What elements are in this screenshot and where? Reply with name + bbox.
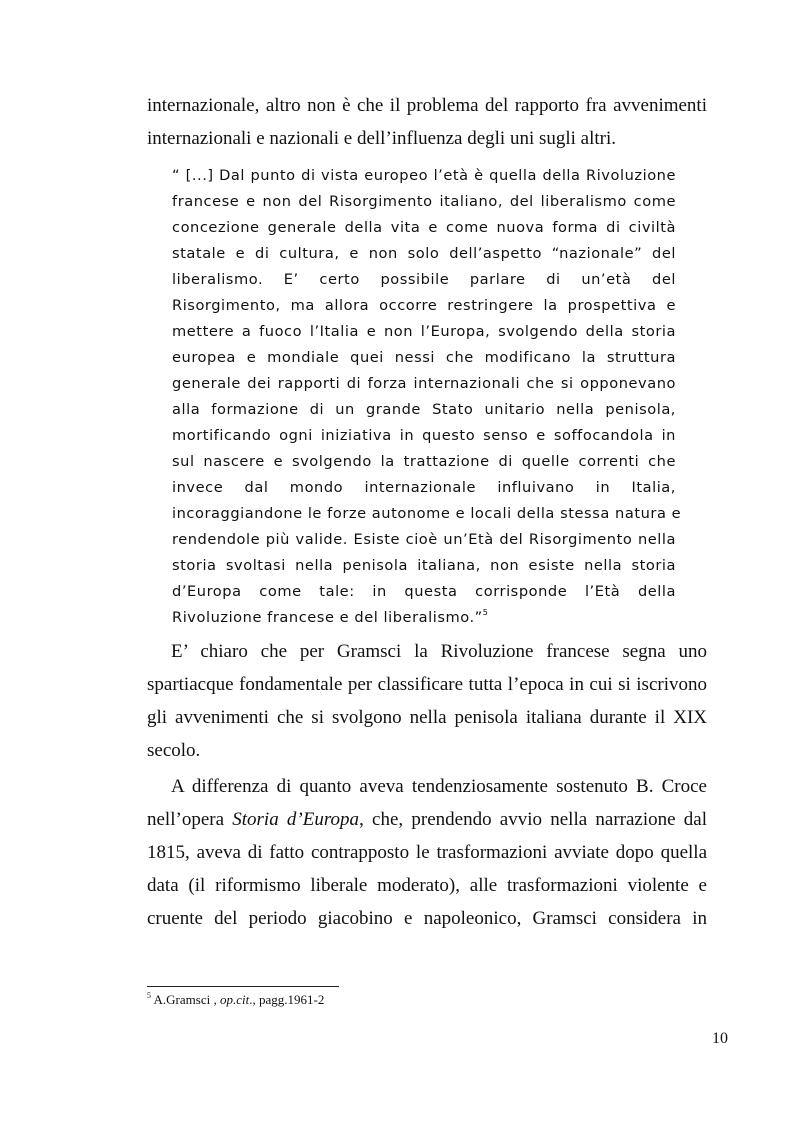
footnote-italic: op.cit [219, 992, 250, 1007]
text-line: cruente del periodo giacobino e napoleonico, Gramsci considera in [147, 908, 707, 929]
quote-line: sul nascere e svolgendo la trattazione di quelle correnti che [172, 453, 676, 470]
text-line: secolo. [147, 740, 201, 761]
quote-line-last [172, 605, 676, 631]
quote-line: incoraggiandone le forze autonome e locali della stessa natura e [172, 505, 682, 522]
page-number: 10 [712, 1030, 728, 1047]
quote-line: Risorgimento, ma allora occorre restringere la prospettiva e [172, 297, 676, 314]
quote-line: rendendole più valide. Esiste cioè un’Età del Risorgimento nella [172, 531, 676, 548]
paragraph-gramsci [147, 635, 707, 767]
text-line: E’ chiaro che per Gramsci la Rivoluzione francese segna uno [171, 641, 707, 662]
footnote [147, 992, 324, 1008]
footnote-separator [147, 986, 339, 987]
quote-line: mettere a fuoco l’Italia e non l’Europa, svolgendo della storia [172, 323, 676, 340]
text-line: 1815, aveva di fatto contrapposto le trasformazioni avviate dopo quella [147, 842, 707, 863]
quote-line: mortificando ogni iniziativa in questo senso e soffocandola in [172, 427, 676, 444]
quote-line-text: Rivoluzione francese e del liberalismo.” [172, 609, 483, 626]
quote-line: invece dal mondo internazionale influivano in Italia, [172, 479, 676, 496]
text-line: internazionali e nazionali e dell’influenza degli uni sugli altri. [147, 128, 617, 149]
block-quote [172, 163, 682, 631]
quote-line: storia svoltasi nella penisola italiana, non esiste nella storia [172, 557, 676, 574]
text-fragment: , che, prendendo avvio nella narrazione dal [359, 809, 708, 830]
text-line: data (il riformismo liberale moderato), alle trasformazioni violente e [147, 875, 707, 896]
paragraph-continuation [147, 89, 707, 155]
text-line: spartiacque fondamentale per classificare tutta l’epoca in cui si iscrivono [147, 674, 707, 695]
quote-line: “ [...] Dal punto di vista europeo l’età è quella della Rivoluzione [172, 167, 676, 184]
footnote-author: A.Gramsci , [151, 992, 220, 1007]
footnote-pages: ., pagg.1961-2 [249, 992, 325, 1007]
text-line: A differenza di quanto aveva tendenziosamente sostenuto B. Croce [171, 776, 707, 797]
book-title: Storia d’Europa [232, 809, 360, 830]
text-line: internazionale, altro non è che il problema del rapporto fra avvenimenti [147, 95, 707, 116]
footnote-number: 5 [147, 991, 151, 1000]
paragraph-croce [147, 770, 707, 935]
quote-line: generale dei rapporti di forza internazionali che si opponevano [172, 375, 676, 392]
quote-line: d’Europa come tale: in questa corrisponde l’Età della [172, 583, 676, 600]
quote-line: alla formazione di un grande Stato unitario nella penisola, [172, 401, 676, 418]
quote-line: francese e non del Risorgimento italiano, del liberalismo come [172, 193, 676, 210]
quote-line: europea e mondiale quei nessi che modificano la struttura [172, 349, 676, 366]
quote-line: liberalismo. E’ certo possibile parlare di un’età del [172, 271, 676, 288]
footnote-reference[interactable]: 5 [482, 608, 488, 617]
quote-line: concezione generale della vita e come nuova forma di civiltà [172, 219, 676, 236]
text-line-with-title [147, 803, 707, 836]
text-line: gli avvenimenti che si svolgono nella penisola italiana durante il XIX [147, 707, 707, 728]
text-fragment: nell’opera [147, 809, 233, 830]
quote-line: statale e di cultura, e non solo dell’aspetto “nazionale” del [172, 245, 676, 262]
